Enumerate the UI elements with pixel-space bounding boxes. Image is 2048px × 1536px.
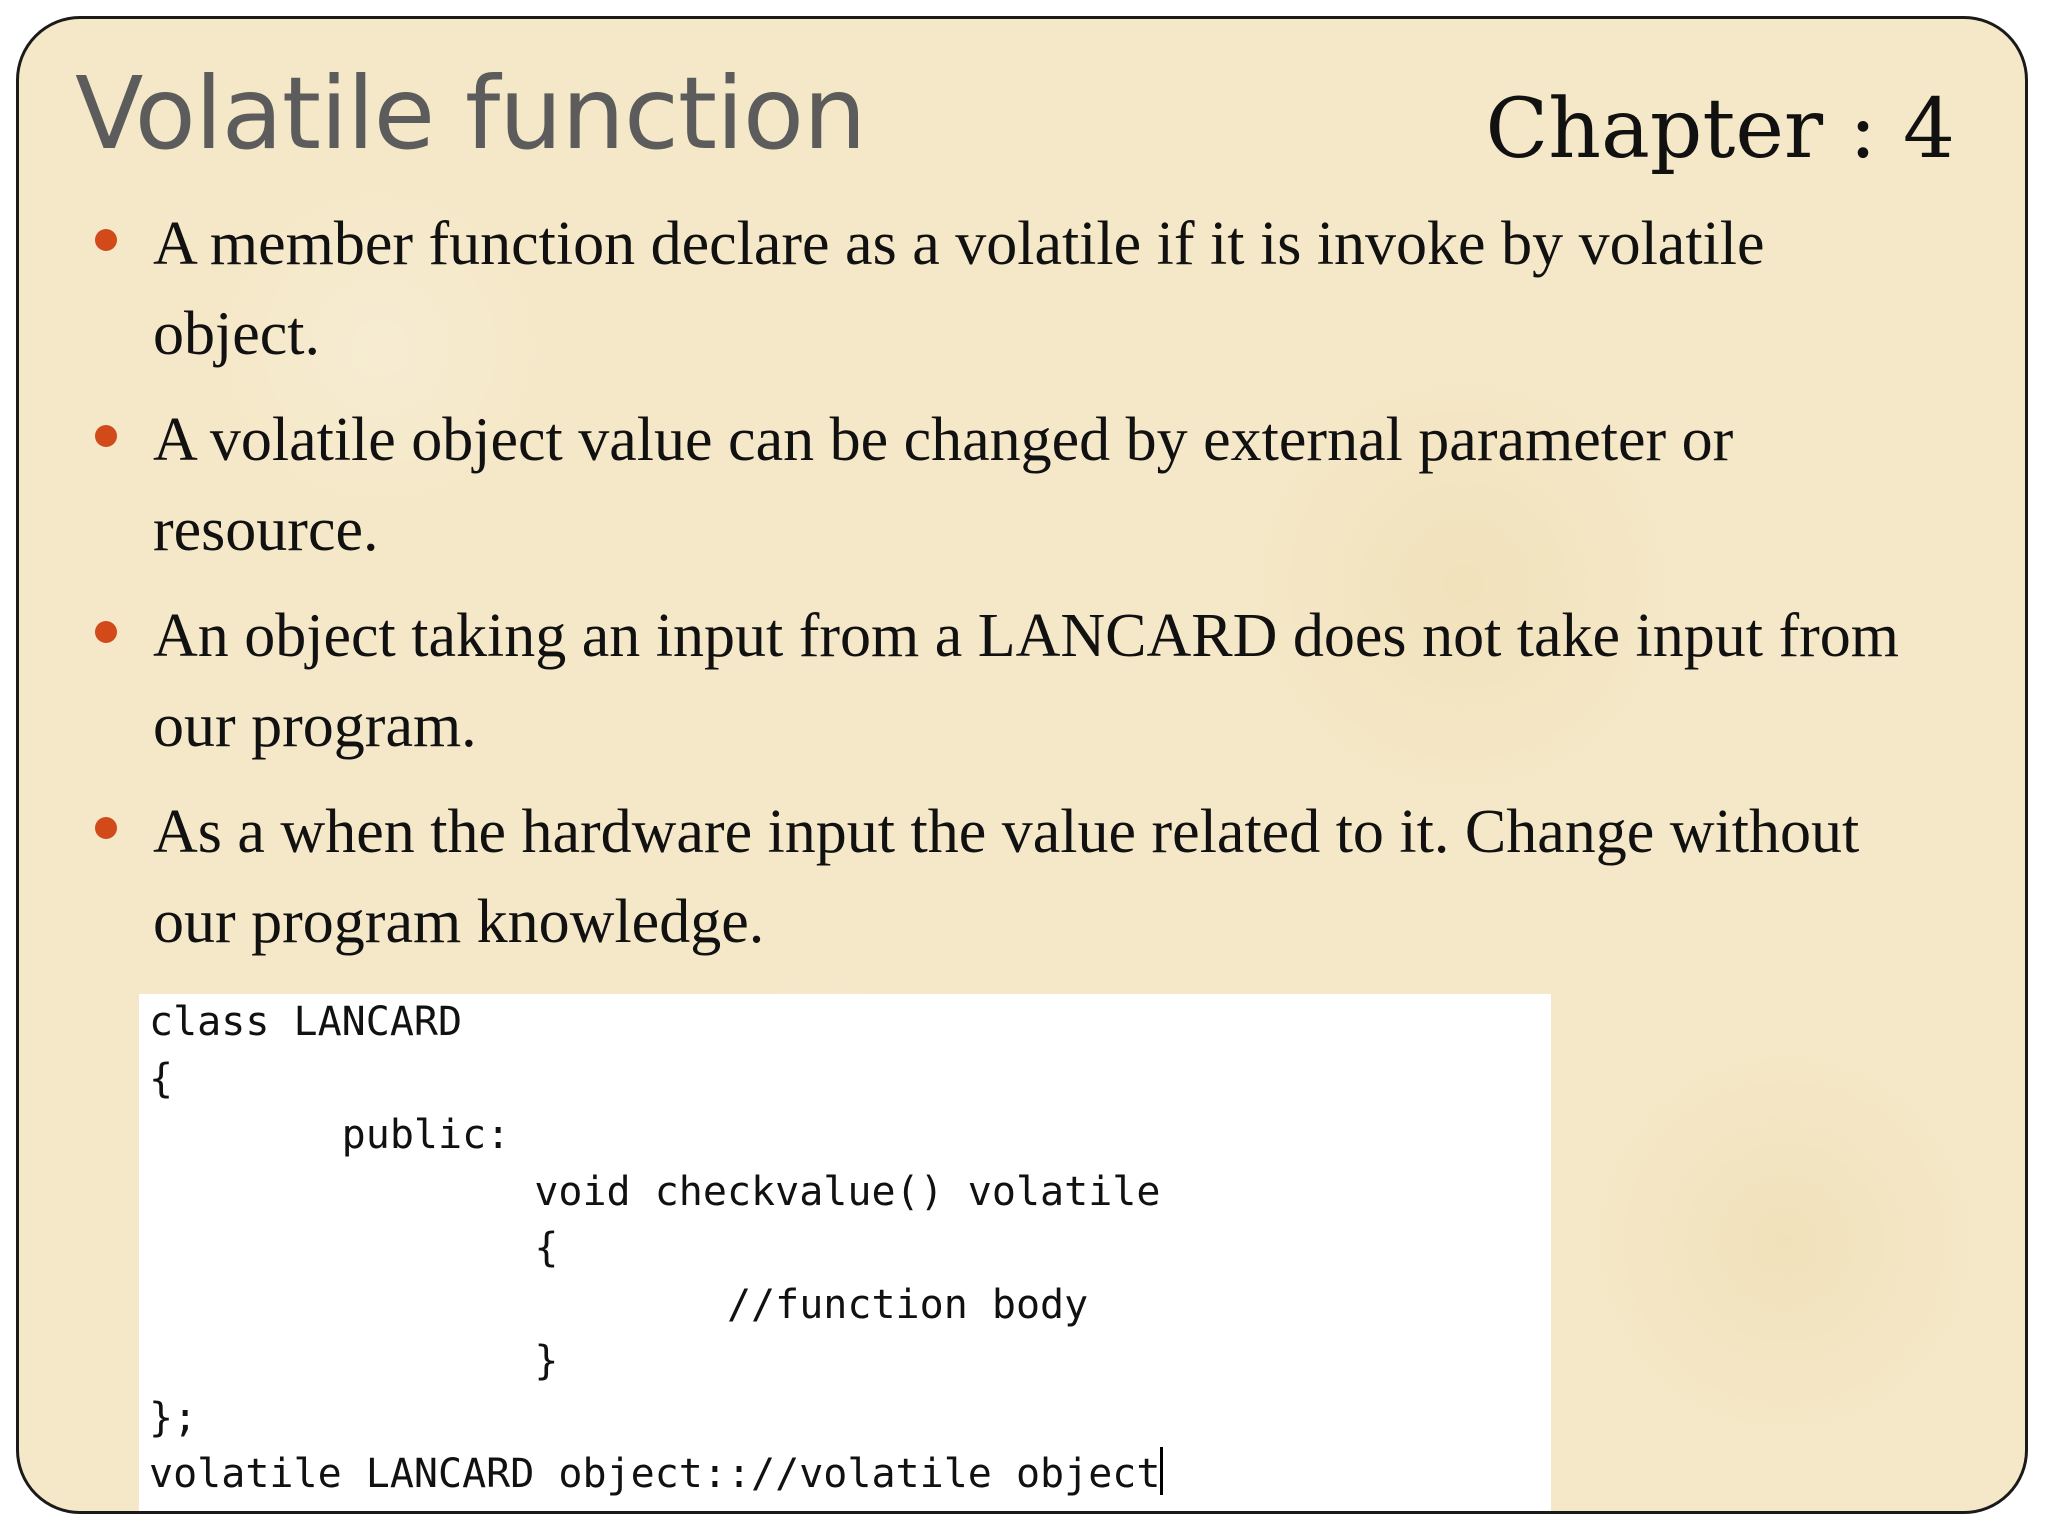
bullet-text: An object taking an input from a LANCARD does not take input from our program. xyxy=(153,602,1900,760)
bullet-marker-icon xyxy=(95,425,117,447)
slide-title: Volatile function xyxy=(75,55,866,172)
bullet-item xyxy=(91,591,1931,771)
bullet-text: A member function declare as a volatile if it is invoke by volatile object. xyxy=(153,210,1765,368)
bullet-item xyxy=(91,199,1931,379)
bullet-marker-icon xyxy=(95,817,117,839)
code-line-last xyxy=(149,1446,1551,1503)
bullet-marker-icon xyxy=(95,621,117,643)
slide xyxy=(16,16,2028,1514)
bullet-list xyxy=(91,199,1931,983)
bullet-text: As a when the hardware input the value related to it. Change without our program knowledge. xyxy=(153,798,1860,956)
bullet-text: A volatile object value can be changed by external parameter or resource. xyxy=(153,406,1734,564)
code-line: class LANCARD xyxy=(149,999,463,1045)
code-line-text: volatile LANCARD object:://volatile object xyxy=(149,1451,1161,1497)
bullet-item xyxy=(91,395,1931,575)
chapter-label: Chapter : 4 xyxy=(1485,82,1955,177)
code-line: { xyxy=(149,1225,559,1271)
code-line: public: xyxy=(149,1112,511,1158)
code-line: void checkvalue() volatile xyxy=(149,1168,1161,1215)
bullet-marker-icon xyxy=(95,229,117,251)
code-line: //function body xyxy=(149,1281,1089,1328)
code-line: { xyxy=(149,1055,174,1102)
code-line: }; xyxy=(149,1394,198,1441)
code-line: } xyxy=(149,1338,559,1384)
text-cursor xyxy=(1160,1447,1163,1495)
code-snippet xyxy=(139,994,1551,1514)
bullet-item xyxy=(91,787,1931,967)
